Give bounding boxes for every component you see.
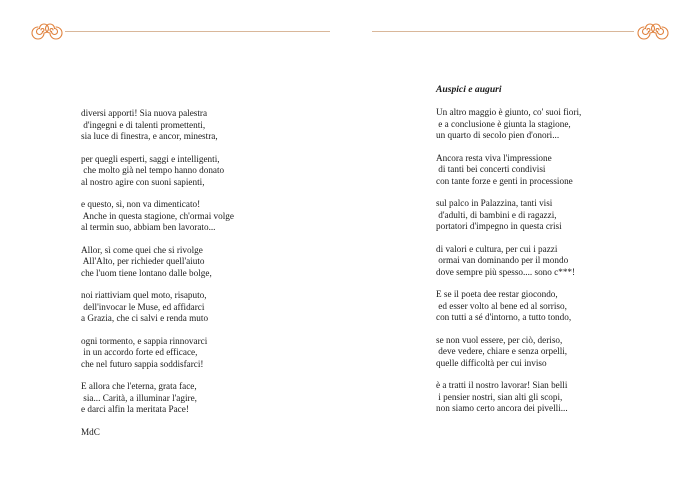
stanza [436, 335, 581, 370]
poem-line: al nostro agire con suoni sapienti, [81, 176, 205, 187]
stanza [436, 244, 581, 279]
poem-line: i pensier nostri, sian alti gli scopi, [436, 391, 563, 402]
poem-line: per quegli esperti, saggi e intelligenti, [81, 153, 220, 164]
stanza [81, 336, 234, 371]
right-page [350, 0, 700, 495]
spiral-ornament-icon [636, 19, 670, 41]
poem-line: E allora che l'eterna, grata face, [81, 381, 197, 391]
poem-line: deve vedere, chiare e senza orpelli, [436, 346, 568, 356]
poem-line: che nel futuro sappia soddisfarci! [81, 358, 204, 369]
poem-line: di tanti bei concerti condivisi [436, 164, 546, 174]
stanza [81, 108, 234, 143]
stanza [436, 198, 581, 233]
stanza [81, 199, 234, 234]
poem-line: che molto già nel tempo hanno donato [81, 165, 225, 175]
poem-line: con tante forze e genti in processione [436, 175, 573, 186]
poem-line: portatori d'impegno in questa crisi [436, 221, 562, 231]
stanza [81, 381, 234, 416]
poem-line: in un accordo forte ed efficace, [81, 347, 198, 357]
poem-line: Un altro maggio è giunto, co' suoi fiori, [436, 107, 582, 117]
poem-line: sia luce di finestra, e ancor, minestra, [81, 131, 218, 141]
poem-line: noi riattiviam quel moto, risaputo, [81, 290, 207, 300]
poem-line: d'ingegni e di talenti promettenti, [81, 119, 206, 130]
left-poem [81, 108, 234, 438]
stanza [81, 245, 234, 280]
poem-line: ed esser volto al bene ed al sorriso, [436, 300, 567, 311]
poem-line: sia... Carità, a illuminar l'agire, [81, 392, 197, 403]
poem-line: al termin suo, abbiam ben lavorato... [81, 222, 216, 232]
header-rule [65, 31, 330, 32]
poem-line: Ancora resta viva l'impressione [436, 152, 552, 163]
poem-line: un quarto di secolo pien d'onori... [436, 130, 560, 140]
poem-line: e a conclusione è giunta la stagione, [436, 118, 571, 129]
signature: MdC [81, 426, 100, 437]
poem-line: Anche in questa stagione, ch'ormai volge [81, 210, 234, 221]
poem-line: a Grazia, che ci salvi e renda muto [81, 313, 209, 323]
poem-line: con tutti a sé d'intorno, a tutto tondo, [436, 312, 572, 322]
poem-line: quelle difficoltà per cui inviso [436, 357, 547, 368]
stanza [81, 290, 234, 325]
stanza [81, 154, 234, 189]
right-poem [436, 107, 581, 426]
header-rule [372, 31, 634, 32]
poem-line: sul palco in Palazzina, tanti visi [436, 198, 553, 208]
poem-line: che l'uom tiene lontano dalle bolge, [81, 267, 212, 278]
stanza [436, 107, 581, 142]
spiral-ornament-icon [30, 19, 64, 41]
poem-line: dell'invocar le Muse, ed affidarci [81, 301, 205, 312]
poem-line: E se il poeta dee restar giocondo, [436, 289, 558, 299]
poem-line: diversi apporti! Sia nuova palestra [81, 108, 208, 118]
poem-line: e questo, sì, non va dimenticato! [81, 199, 201, 209]
poem-line: Allor, sì come quei che si rivolge [81, 244, 203, 255]
poem-title: Auspici e auguri [436, 84, 502, 95]
poem-line: e darci alfin la meritata Pace! [81, 404, 189, 414]
poem-line: non siamo certo ancora dei pivelli... [436, 403, 568, 413]
poem-line: è a tratti il nostro lavorar! Sian belli [436, 380, 568, 390]
stanza [436, 289, 581, 324]
poem-line: se non vuol essere, per ciò, deriso, [436, 334, 563, 345]
stanza [436, 153, 581, 188]
poem-line: All'Alto, per richieder quell'aiuto [81, 256, 205, 266]
poem-line: ormai van dominando per il mondo [436, 255, 569, 265]
poem-line: dove sempre più spesso.... sono c***! [436, 266, 576, 277]
stanza [436, 380, 581, 415]
poem-line: ogni tormento, e sappia rinnovarci [81, 335, 208, 346]
poem-line: d'adulti, di bambini e di ragazzi, [436, 209, 557, 220]
poem-line: di valori e cultura, per cui i pazzi [436, 243, 558, 254]
